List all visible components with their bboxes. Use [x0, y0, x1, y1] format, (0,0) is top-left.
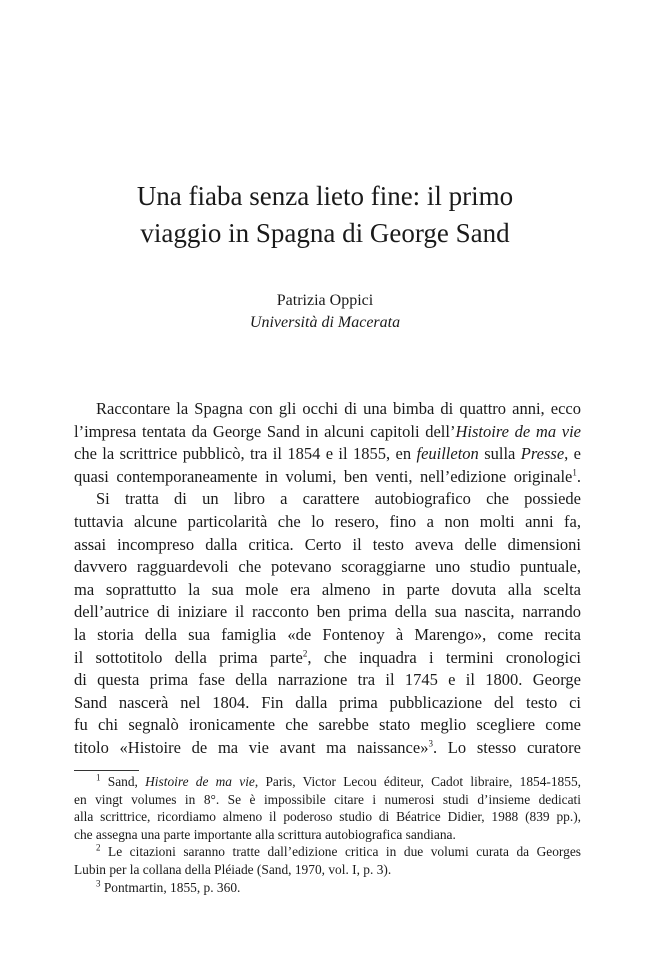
footnote-1: $^1$ Sand, Histoire de ma vie, Paris, Victor Lecou éditeur, Cadot libraire, 1854-1855, — [96, 772, 581, 789]
body-line: ma soprattutto la sua mole era almeno in parte dovuta alla scelta — [74, 579, 581, 599]
body-line: titolo «Histoire de ma vie avant ma naissance»$^3$. Lo stesso curatore — [74, 737, 581, 757]
footnotes — [74, 773, 581, 896]
footnote-line: Lubin per la collana della Pléiade (Sand, 1970, vol. I, p. 3). — [74, 861, 392, 877]
body-line: il sottotitolo della prima parte$^2$, che inquadra i termini cronologici — [74, 647, 581, 667]
author-name: Patrizia Oppici — [276, 292, 374, 309]
body-line: Si tratta di un libro a carattere autobiografico che possiede — [96, 489, 581, 509]
body-line: quasi contemporaneamente in volumi, ben venti, nell’edizione originale$^1$. — [74, 466, 581, 486]
body-line: davvero ragguardevoli che potevano scoraggiarne uno studio puntuale, — [74, 557, 581, 577]
body-line: di questa prima fase della narrazione tra il 1745 e il 1800. George — [74, 670, 581, 690]
body-text — [74, 398, 581, 760]
body-line: dell’autrice di iniziare il racconto ben prima della sua nascita, narrando — [74, 602, 581, 622]
author-affiliation: Università di Macerata — [249, 314, 401, 331]
footnote-2: $^2$ Le citazioni saranno tratte dall’edizione critica in due volumi curata da Georges — [96, 842, 581, 860]
body-line: fu chi segnalò ironicamente che sarebbe stato meglio scegliere come — [74, 715, 581, 735]
footnote-ref-2[interactable]: 2 — [302, 648, 308, 659]
footnote-line: alla scrittrice, ricordiamo almeno il poderoso studio di Béatrice Didier, 1988 (839 pp.), — [74, 809, 581, 825]
title-line-2: viaggio in Spagna di George Sand — [140, 218, 510, 248]
body-line: che la scrittrice pubblicò, tra il 1854 e il 1855, en feuilleton sulla Presse, e — [74, 444, 581, 464]
body-line: tuttavia alcune particolarità che lo resero, fino a non molti anni fa, — [74, 511, 581, 531]
footnote-line: en vingt volumes in 8°. Se è impossibile citare i numerosi studi d’insieme dedicati — [74, 791, 581, 807]
title-line-1: Una fiaba senza lieto fine: il primo — [136, 181, 514, 211]
article-title — [0, 178, 650, 252]
footnote-3: $^3$ Pontmartin, 1855, p. 360. — [96, 878, 241, 895]
body-line: assai incompreso dalla critica. Certo il testo aveva delle dimensioni — [74, 534, 581, 554]
footnote-ref-1[interactable]: 1 — [572, 467, 577, 478]
body-line: la storia della sua famiglia «de Fontenoy à Marengo», come recita — [74, 624, 581, 644]
body-line: Sand nascerà nel 1804. Fin dalla prima pubblicazione del testo ci — [74, 692, 581, 712]
body-line: l’impresa tentata da George Sand in alcuni capitoli dell’Histoire de ma vie — [74, 421, 581, 441]
footnote-line: che assegna una parte importante alla scrittura autobiografica sandiana. — [74, 826, 456, 842]
body-line: Raccontare la Spagna con gli occhi di una bimba di quattro anni, ecco — [96, 399, 581, 418]
footnote-divider — [74, 770, 139, 771]
footnote-ref-3[interactable]: 3 — [428, 738, 433, 749]
